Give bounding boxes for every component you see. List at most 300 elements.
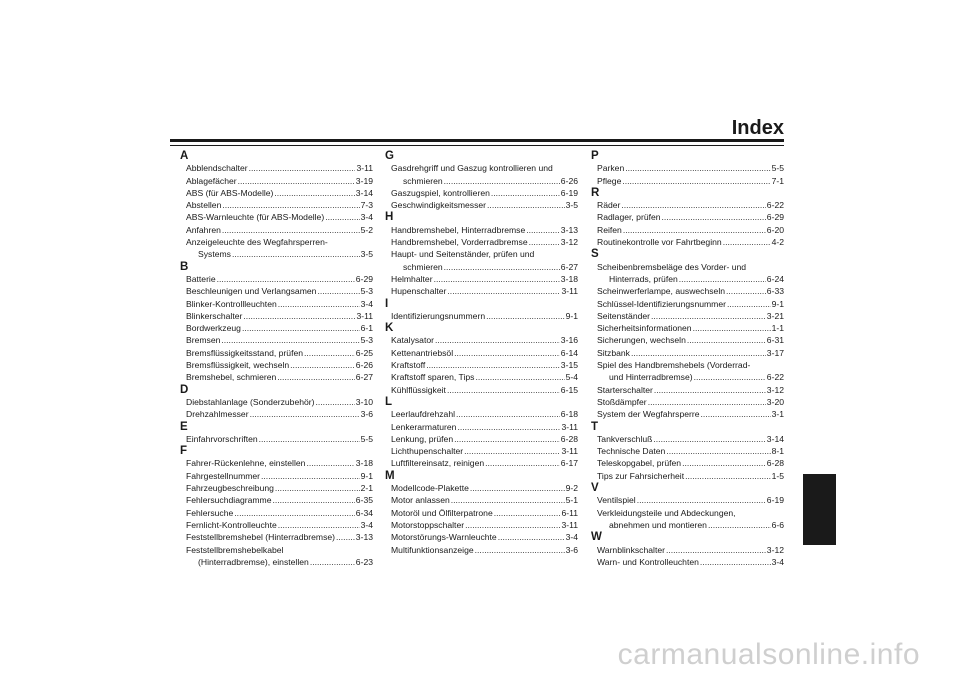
index-entry-page: 3-15 [560,360,578,371]
index-entry-page: 6-28 [560,433,578,444]
index-entry-page: 9-2 [565,483,578,494]
dot-leader [685,470,770,482]
index-entry-page: 6-29 [355,273,373,284]
index-entry [385,285,578,297]
index-entry-term: Luftfiltereinsatz, reinigen [391,458,485,469]
index-entry-page: 6-19 [560,187,578,198]
index-letter-heading: D [180,383,189,396]
index-entry-page: 3-16 [560,335,578,346]
index-entry-term: System der Wegfahrsperre [597,409,700,420]
header-rule-thin [170,145,784,146]
index-entry-term: Feststellbremshebel (Hinterradbremse) [186,532,336,543]
index-entry-page: 3-5 [360,249,373,260]
index-entry-term: Motoröl und Ölfilterpatrone [391,507,493,518]
dot-leader [249,162,356,174]
index-entry-page: 9-1 [360,470,373,481]
index-entry-term: Diebstahlanlage (Sonderzubehör) [186,396,315,407]
dot-leader [316,396,355,408]
dot-leader [454,347,560,359]
index-letter-heading: W [591,531,602,544]
index-entry-page: 3-12 [560,237,578,248]
page-title: Index [731,117,784,139]
index-entry-term: Parken [597,163,625,174]
dot-leader [457,421,560,433]
index-entry-page: 5-5 [360,433,373,444]
index-entry-page: 3-12 [766,384,784,395]
index-entry [385,359,578,371]
index-entry-page: 6-11 [561,507,578,518]
dot-leader [465,519,560,531]
index-entry [180,507,373,519]
index-entry [180,531,373,543]
index-entry-term: Pflege [597,175,622,186]
index-entry-page: 4-2 [771,237,784,248]
index-entry-term: Fahrer-Rückenlehne, einstellen [186,458,306,469]
index-entry [591,445,784,457]
index-entry-term: Fehlersuchdiagramme [186,495,272,506]
index-entry [180,199,373,211]
dot-leader [434,273,560,285]
index-entry-page: 5-3 [360,335,373,346]
index-entry-page: 1-5 [771,470,784,481]
index-column-1 [180,150,373,568]
index-entry-page: 3-6 [565,544,578,555]
index-entry-page: 3-18 [560,273,578,284]
index-entry [180,224,373,236]
index-entry [180,457,373,469]
index-entry-page: 6-26 [560,175,578,186]
dot-leader [242,322,360,334]
index-entry [591,310,784,322]
index-entry-page: 5-3 [360,286,373,297]
index-entry-term: Handbremshebel, Hinterradbremse [391,224,526,235]
index-entry [180,482,373,494]
index-entry-page: 9-1 [565,310,578,321]
chapter-tab-marker [803,474,836,545]
index-entry-term: Routinekontrolle vor Fahrtbeginn [597,237,722,248]
index-entry-page: 3-20 [766,396,784,407]
header-rule-thick [170,139,784,142]
index-entry-term: Kraftstoff [391,360,426,371]
index-entry [385,445,578,457]
index-entry-term: Starterschalter [597,384,653,395]
dot-leader [325,211,359,223]
index-entry-line: Anzeigeleuchte des Wegfahrsperren- [186,237,328,248]
dot-leader [426,359,560,371]
index-letter-heading: V [591,482,599,495]
index-entry-line: Spiel des Handbremshebels (Vorderrad- [597,360,751,371]
dot-leader [486,310,564,322]
dot-leader [306,457,354,469]
dot-leader [475,544,565,556]
dot-leader [304,347,355,359]
index-entry-page: 9-1 [771,298,784,309]
index-entry-term: Katalysator [391,335,434,346]
index-entry-term: Modellcode-Plakette [391,483,469,494]
index-entry [591,347,784,359]
dot-leader [232,248,360,260]
index-entry-term: Blinker-Kontrollleuchten [186,298,277,309]
index-entry-term: Batterie [186,273,216,284]
index-entry-page: 6-35 [355,495,373,506]
index-column-2 [385,150,578,556]
dot-leader [662,211,766,223]
index-entry-page: 6-34 [355,507,373,518]
index-entry-page: 6-1 [360,323,373,334]
index-entry [591,322,784,334]
index-entry-page: 3-19 [355,175,373,186]
index-entry [591,433,784,445]
index-entry-term: Handbremshebel, Vorderradbremse [391,237,528,248]
index-entry-term: Technische Daten [597,446,666,457]
index-entry-page: 3-12 [766,544,784,555]
index-entry-term: Anfahren [186,224,221,235]
index-entry-page: 6-19 [766,495,784,506]
index-entry [180,371,373,383]
index-entry-page: 6-20 [766,224,784,235]
dot-leader [456,408,560,420]
index-entry-page: 3-6 [360,409,373,420]
index-entry [591,556,784,568]
dot-leader [243,310,355,322]
index-letter-heading: G [385,150,394,162]
index-entry [385,519,578,531]
index-entry-term: Seitenständer [597,310,651,321]
index-entry-term: Räder [597,200,621,211]
index-entry [385,347,578,359]
dot-leader [648,396,766,408]
index-entry [385,384,578,396]
index-letter-heading: P [591,150,599,162]
index-entry [385,175,578,187]
index-entry-page: 5-5 [771,163,784,174]
index-entry [591,273,784,285]
index-entry-term: Tankverschluß [597,433,653,444]
dot-leader [259,433,360,445]
index-entry [385,482,578,494]
index-entry-term: Bremsflüssigkeit, wechseln [186,360,290,371]
index-entry [180,248,373,260]
index-entry [385,507,578,519]
index-entry [591,396,784,408]
index-entry [180,470,373,482]
index-entry-page: 6-23 [355,556,373,567]
index-entry-page: 6-28 [766,458,784,469]
index-entry-term: Abblendschalter [186,163,248,174]
index-entry-page: 7-3 [360,200,373,211]
index-letter-heading: B [180,260,189,273]
index-entry-page: 3-4 [360,212,373,223]
index-entry [591,298,784,310]
index-entry-line: Scheibenbremsbeläge des Vorder- und [597,261,747,272]
index-entry-term: Fahrzeugbeschreibung [186,483,274,494]
index-entry [180,334,373,346]
dot-leader [682,457,766,469]
index-entry-page: 6-15 [560,384,578,395]
dot-leader [693,322,771,334]
index-entry [180,187,373,199]
index-entry-page: 6-22 [766,372,784,383]
dot-leader [653,433,765,445]
index-letter-heading: A [180,150,189,162]
index-entry-page: 3-11 [561,421,578,432]
dot-leader [470,482,565,494]
index-entry-term: Sicherheitsinformationen [597,323,692,334]
index-entry-term: Warn- und Kontrolleuchten [597,556,699,567]
index-entry [591,544,784,556]
dot-leader [726,285,766,297]
index-entry-page: 6-17 [560,458,578,469]
dot-leader [694,371,766,383]
dot-leader [451,494,565,506]
dot-leader [250,408,360,420]
dot-leader [708,519,771,531]
index-entry [385,433,578,445]
watermark: carmanualsonline.info [617,638,920,671]
index-entry-term: Hinterrads, prüfen [609,273,678,284]
index-entry [591,384,784,396]
index-entry-term: Sitzbank [597,347,630,358]
index-entry-page: 3-17 [766,347,784,358]
index-entry-line: Feststellbremshebelkabel [186,544,284,555]
index-entry-term: schmieren [403,261,443,272]
index-entry-page: 6-24 [766,273,784,284]
index-entry [385,457,578,469]
index-entry-page: 2-1 [360,483,373,494]
index-entry [591,199,784,211]
dot-leader [475,371,564,383]
index-entry-term: Ablagefächer [186,175,237,186]
index-entry [591,175,784,187]
index-letter-heading: F [180,445,188,458]
index-entry-page: 3-11 [356,163,373,174]
index-entry-page: 3-11 [561,286,578,297]
index-entry-page: 6-18 [560,409,578,420]
index-entry-page: 8-1 [771,446,784,457]
index-entry [591,457,784,469]
index-entry [180,408,373,420]
index-entry [180,494,373,506]
dot-leader [487,199,565,211]
index-entry [180,359,373,371]
dot-leader [275,482,360,494]
dot-leader [727,298,771,310]
index-entry-page: 7-1 [771,175,784,186]
index-entry-term: Lenkung, prüfen [391,433,454,444]
dot-leader [651,310,766,322]
index-entry-page: 3-11 [356,310,373,321]
index-entry-page: 6-25 [355,347,373,358]
index-entry-term: Hupenschalter [391,286,447,297]
index-entry [180,347,373,359]
dot-leader [623,224,766,236]
index-entry-term: Motorstoppschalter [391,519,465,530]
index-entry-term: schmieren [403,175,443,186]
dot-leader [666,445,770,457]
index-entry-term: Warnblinkschalter [597,544,665,555]
dot-leader [679,273,766,285]
index-entry-page: 5-1 [565,495,578,506]
dot-leader [278,519,360,531]
index-entry-term: und Hinterradbremse) [609,372,693,383]
index-entry-term: Geschwindigkeitsmesser [391,200,487,211]
dot-leader [238,175,355,187]
dot-leader [447,384,560,396]
index-column-3 [591,150,784,568]
index-entry-term: Stoßdämpfer [597,396,647,407]
dot-leader [631,347,766,359]
index-entry [180,310,373,322]
dot-leader [723,236,771,248]
index-entry-page: 6-27 [560,261,578,272]
index-entry-term: Lichthupenschalter [391,446,464,457]
index-entry-term: Schlüssel-Identifizierungsnummer [597,298,726,309]
index-entry [591,211,784,223]
index-entry [180,556,373,568]
dot-leader [222,199,359,211]
index-entry-page: 3-11 [561,519,578,530]
dot-leader [278,298,360,310]
index-entry [385,224,578,236]
index-entry-term: Systems [198,249,231,260]
dot-leader [621,199,765,211]
index-entry-term: Reifen [597,224,622,235]
index-entry [385,408,578,420]
index-letter-heading: M [385,469,395,482]
index-entry [180,273,373,285]
index-entry-term: Bremshebel, schmieren [186,372,277,383]
dot-leader [654,384,766,396]
index-entry-page: 3-14 [766,433,784,444]
dot-leader [622,175,770,187]
index-entry-term: Bordwerkzeug [186,323,241,334]
index-entry [180,298,373,310]
index-entry-term: Motorstörungs-Warnleuchte [391,532,497,543]
index-entry [180,396,373,408]
index-entry-page: 5-2 [360,224,373,235]
index-entry [591,236,784,248]
index-entry-term: Multifunktionsanzeige [391,544,474,555]
dot-leader [700,556,771,568]
index-entry-page: 3-4 [565,532,578,543]
index-entry [591,334,784,346]
index-entry-term: ABS-Warnleuchte (für ABS-Modelle) [186,212,325,223]
index-entry [385,187,578,199]
index-entry-term: Beschleunigen und Verlangsamen [186,286,317,297]
dot-leader [221,334,359,346]
index-entry [385,531,578,543]
dot-leader [454,433,560,445]
index-entry-page: 6-29 [766,212,784,223]
index-entry-term: Gaszugspiel, kontrollieren [391,187,490,198]
index-entry [180,519,373,531]
index-entry [385,273,578,285]
index-entry-page: 3-4 [360,519,373,530]
dot-leader [336,531,355,543]
index-entry [180,175,373,187]
index-letter-heading: T [591,420,599,433]
index-entry [180,433,373,445]
index-entry-term: Blinkerschalter [186,310,243,321]
index-entry-term: Leerlaufdrehzahl [391,409,456,420]
dot-leader [261,470,360,482]
index-entry [591,371,784,383]
index-entry-term: Fehlersuche [186,507,234,518]
index-entry-page: 3-14 [355,187,373,198]
dot-leader [273,494,355,506]
index-entry-page: 6-6 [771,519,784,530]
index-entry-term: Lenkerarmaturen [391,421,457,432]
index-entry [385,421,578,433]
index-entry-term: Drehzahlmesser [186,409,249,420]
index-entry [591,494,784,506]
index-entry [591,224,784,236]
index-entry-term: Ventilspiel [597,495,636,506]
index-entry [385,334,578,346]
index-entry-term: ABS (für ABS-Modelle) [186,187,274,198]
index-entry [591,519,784,531]
index-letter-heading: R [591,186,600,199]
index-entry-page: 6-14 [560,347,578,358]
index-entry-page: 6-27 [355,372,373,383]
index-entry-term: Sicherungen, wechseln [597,335,686,346]
dot-leader [317,285,359,297]
dot-leader [498,531,565,543]
dot-leader [310,556,355,568]
index-entry-line: Gasdrehgriff und Gaszug kontrollieren und [391,163,553,174]
dot-leader [529,236,560,248]
index-entry-term: Motor anlassen [391,495,450,506]
index-entry [591,285,784,297]
index-entry [385,544,578,556]
index-entry-page: 3-13 [355,532,373,543]
index-entry [180,211,373,223]
index-entry-term: Helmhalter [391,273,433,284]
index-entry-term: Bremsen [186,335,221,346]
index-entry-term: Kühlflüssigkeit [391,384,446,395]
index-entry-line: Haupt- und Seitenständer, prüfen und [391,249,535,260]
dot-leader [464,445,560,457]
index-entry-page: 6-22 [766,200,784,211]
dot-leader [234,507,355,519]
dot-leader [485,457,560,469]
index-letter-heading: H [385,211,394,224]
index-entry-term: Identifizierungsnummern [391,310,486,321]
dot-leader [274,187,354,199]
index-entry-term: Kettenantriebsöl [391,347,454,358]
index-letter-heading: L [385,395,393,408]
index-entry [385,261,578,273]
index-entry-page: 3-5 [565,200,578,211]
index-entry-term: Bremsflüssigkeitsstand, prüfen [186,347,304,358]
index-entry-line: Verkleidungsteile und Abdeckungen, [597,507,736,518]
index-entry-term: Fernlicht-Kontrolleuchte [186,519,277,530]
dot-leader [444,261,560,273]
index-entry-term: Fahrgestellnummer [186,470,261,481]
index-entry-page: 6-33 [766,286,784,297]
index-entry-page: 3-1 [771,409,784,420]
index-entry-page: 5-4 [565,372,578,383]
index-letter-heading: I [385,297,389,310]
index-entry [385,236,578,248]
dot-leader [637,494,766,506]
index-entry-term: Radlager, prüfen [597,212,661,223]
index-letter-heading: E [180,420,188,433]
index-entry-page: 3-10 [355,396,373,407]
index-entry-term: Teleskopgabel, prüfen [597,458,682,469]
index-entry [180,162,373,174]
index-entry-page: 1-1 [771,323,784,334]
